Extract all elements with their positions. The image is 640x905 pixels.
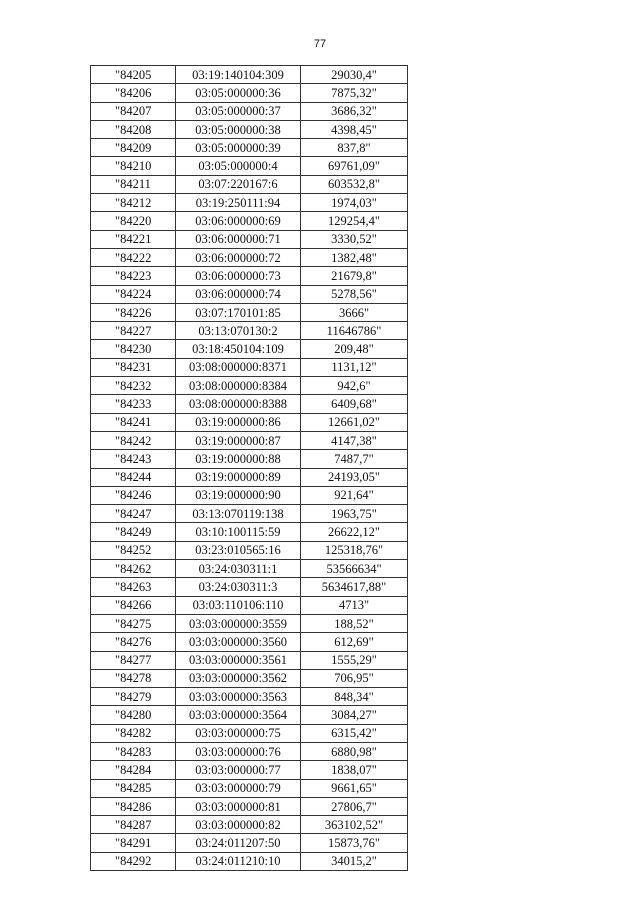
value-cell: 6315,42"	[301, 724, 408, 742]
row-code-cell: "84282	[91, 724, 176, 742]
row-code-cell: "84221	[91, 230, 176, 248]
cadastral-number-cell: 03:03:000000:3564	[176, 706, 301, 724]
value-cell: 3666"	[301, 303, 408, 321]
table-row	[91, 560, 408, 578]
value-cell: 6880,98"	[301, 742, 408, 760]
table-row	[91, 633, 408, 651]
value-cell: 27806,7"	[301, 797, 408, 815]
cadastral-number-cell: 03:05:000000:4	[176, 157, 301, 175]
cadastral-number-cell: 03:08:000000:8384	[176, 377, 301, 395]
table-row	[91, 486, 408, 504]
cadastral-number-cell: 03:24:030311:3	[176, 578, 301, 596]
table-body	[91, 66, 408, 871]
value-cell: 921,64"	[301, 486, 408, 504]
table-row	[91, 285, 408, 303]
value-cell: 5634617,88"	[301, 578, 408, 596]
cadastral-number-cell: 03:10:100115:59	[176, 523, 301, 541]
value-cell: 69761,09"	[301, 157, 408, 175]
cadastral-number-cell: 03:19:250111:94	[176, 194, 301, 212]
row-code-cell: "84252	[91, 541, 176, 559]
row-code-cell: "84285	[91, 779, 176, 797]
table-row	[91, 267, 408, 285]
table-row	[91, 102, 408, 120]
value-cell: 188,52"	[301, 614, 408, 632]
table-row	[91, 139, 408, 157]
cadastral-number-cell: 03:23:010565:16	[176, 541, 301, 559]
row-code-cell: "84287	[91, 816, 176, 834]
row-code-cell: "84246	[91, 486, 176, 504]
cadastral-number-cell: 03:19:140104:309	[176, 66, 301, 84]
table-row	[91, 505, 408, 523]
table-row	[91, 431, 408, 449]
value-cell: 129254,4"	[301, 212, 408, 230]
row-code-cell: "84223	[91, 267, 176, 285]
row-code-cell: "84292	[91, 852, 176, 870]
cadastral-number-cell: 03:13:070119:138	[176, 505, 301, 523]
value-cell: 4147,38"	[301, 431, 408, 449]
row-code-cell: "84212	[91, 194, 176, 212]
row-code-cell: "84266	[91, 596, 176, 614]
cadastral-number-cell: 03:05:000000:38	[176, 120, 301, 138]
table-row	[91, 688, 408, 706]
table-row	[91, 523, 408, 541]
table-row	[91, 395, 408, 413]
value-cell: 1131,12"	[301, 358, 408, 376]
cadastral-number-cell: 03:05:000000:39	[176, 139, 301, 157]
value-cell: 942,6"	[301, 377, 408, 395]
value-cell: 1382,48"	[301, 248, 408, 266]
value-cell: 1963,75"	[301, 505, 408, 523]
row-code-cell: "84242	[91, 431, 176, 449]
value-cell: 3686,32"	[301, 102, 408, 120]
cadastral-number-cell: 03:03:000000:3563	[176, 688, 301, 706]
value-cell: 12661,02"	[301, 413, 408, 431]
cadastral-number-cell: 03:05:000000:37	[176, 102, 301, 120]
table-row	[91, 340, 408, 358]
cadastral-number-cell: 03:08:000000:8388	[176, 395, 301, 413]
cadastral-number-cell: 03:24:030311:1	[176, 560, 301, 578]
cadastral-number-cell: 03:07:170101:85	[176, 303, 301, 321]
row-code-cell: "84276	[91, 633, 176, 651]
row-code-cell: "84249	[91, 523, 176, 541]
table-row	[91, 724, 408, 742]
cadastral-number-cell: 03:06:000000:73	[176, 267, 301, 285]
table-row	[91, 66, 408, 84]
value-cell: 363102,52"	[301, 816, 408, 834]
value-cell: 1838,07"	[301, 761, 408, 779]
row-code-cell: "84224	[91, 285, 176, 303]
row-code-cell: "84232	[91, 377, 176, 395]
value-cell: 209,48"	[301, 340, 408, 358]
table-row	[91, 175, 408, 193]
row-code-cell: "84243	[91, 450, 176, 468]
cadastral-number-cell: 03:03:000000:3559	[176, 614, 301, 632]
value-cell: 6409,68"	[301, 395, 408, 413]
row-code-cell: "84278	[91, 669, 176, 687]
table-row	[91, 468, 408, 486]
value-cell: 7875,32"	[301, 84, 408, 102]
table-row	[91, 541, 408, 559]
value-cell: 612,69"	[301, 633, 408, 651]
cadastral-number-cell: 03:24:011207:50	[176, 834, 301, 852]
cadastral-number-cell: 03:03:000000:76	[176, 742, 301, 760]
row-code-cell: "84226	[91, 303, 176, 321]
value-cell: 7487,7"	[301, 450, 408, 468]
row-code-cell: "84222	[91, 248, 176, 266]
table-row	[91, 194, 408, 212]
row-code-cell: "84277	[91, 651, 176, 669]
cadastral-number-cell: 03:24:011210:10	[176, 852, 301, 870]
row-code-cell: "84210	[91, 157, 176, 175]
cadastral-number-cell: 03:08:000000:8371	[176, 358, 301, 376]
row-code-cell: "84283	[91, 742, 176, 760]
value-cell: 5278,56"	[301, 285, 408, 303]
table-row	[91, 651, 408, 669]
table-row	[91, 797, 408, 815]
value-cell: 125318,76"	[301, 541, 408, 559]
cadastral-number-cell: 03:05:000000:36	[176, 84, 301, 102]
cadastral-number-cell: 03:19:000000:90	[176, 486, 301, 504]
page-number: 77	[313, 38, 327, 50]
table-row	[91, 413, 408, 431]
row-code-cell: "84241	[91, 413, 176, 431]
cadastral-number-cell: 03:19:000000:88	[176, 450, 301, 468]
row-code-cell: "84230	[91, 340, 176, 358]
value-cell: 15873,76"	[301, 834, 408, 852]
value-cell: 706,95"	[301, 669, 408, 687]
value-cell: 29030,4"	[301, 66, 408, 84]
row-code-cell: "84233	[91, 395, 176, 413]
table-row	[91, 303, 408, 321]
row-code-cell: "84263	[91, 578, 176, 596]
table-row	[91, 358, 408, 376]
value-cell: 1555,29"	[301, 651, 408, 669]
table-row	[91, 212, 408, 230]
table-row	[91, 248, 408, 266]
table-row	[91, 230, 408, 248]
cadastral-number-cell: 03:03:000000:77	[176, 761, 301, 779]
row-code-cell: "84206	[91, 84, 176, 102]
cadastral-number-cell: 03:18:450104:109	[176, 340, 301, 358]
cadastral-number-cell: 03:03:000000:75	[176, 724, 301, 742]
row-code-cell: "84227	[91, 322, 176, 340]
table-row	[91, 669, 408, 687]
cadastral-number-cell: 03:03:000000:79	[176, 779, 301, 797]
cadastral-number-cell: 03:19:000000:89	[176, 468, 301, 486]
value-cell: 603532,8"	[301, 175, 408, 193]
value-cell: 9661,65"	[301, 779, 408, 797]
table-row	[91, 377, 408, 395]
value-cell: 848,34"	[301, 688, 408, 706]
value-cell: 3084,27"	[301, 706, 408, 724]
value-cell: 3330,52"	[301, 230, 408, 248]
table-row	[91, 742, 408, 760]
table-row	[91, 322, 408, 340]
row-code-cell: "84275	[91, 614, 176, 632]
cadastral-number-cell: 03:13:070130:2	[176, 322, 301, 340]
value-cell: 4713"	[301, 596, 408, 614]
table-row	[91, 761, 408, 779]
row-code-cell: "84247	[91, 505, 176, 523]
row-code-cell: "84211	[91, 175, 176, 193]
table-row	[91, 578, 408, 596]
cadastral-number-cell: 03:06:000000:74	[176, 285, 301, 303]
cadastral-number-cell: 03:07:220167:6	[176, 175, 301, 193]
cadastral-number-cell: 03:19:000000:86	[176, 413, 301, 431]
cadastral-number-cell: 03:06:000000:72	[176, 248, 301, 266]
cadastral-number-cell: 03:03:110106:110	[176, 596, 301, 614]
cadastral-number-cell: 03:06:000000:71	[176, 230, 301, 248]
value-cell: 4398,45"	[301, 120, 408, 138]
row-code-cell: "84208	[91, 120, 176, 138]
row-code-cell: "84231	[91, 358, 176, 376]
cadastral-number-cell: 03:03:000000:81	[176, 797, 301, 815]
table-row	[91, 706, 408, 724]
data-table	[90, 65, 408, 871]
value-cell: 53566634"	[301, 560, 408, 578]
row-code-cell: "84262	[91, 560, 176, 578]
cadastral-number-cell: 03:03:000000:3562	[176, 669, 301, 687]
row-code-cell: "84244	[91, 468, 176, 486]
cadastral-number-cell: 03:19:000000:87	[176, 431, 301, 449]
value-cell: 26622,12"	[301, 523, 408, 541]
value-cell: 21679,8"	[301, 267, 408, 285]
table-row	[91, 816, 408, 834]
value-cell: 34015,2"	[301, 852, 408, 870]
value-cell: 837,8"	[301, 139, 408, 157]
row-code-cell: "84205	[91, 66, 176, 84]
row-code-cell: "84291	[91, 834, 176, 852]
table-row	[91, 450, 408, 468]
table-row	[91, 596, 408, 614]
cadastral-number-cell: 03:03:000000:82	[176, 816, 301, 834]
table-row	[91, 157, 408, 175]
row-code-cell: "84280	[91, 706, 176, 724]
table-row	[91, 614, 408, 632]
table-row	[91, 834, 408, 852]
row-code-cell: "84220	[91, 212, 176, 230]
value-cell: 24193,05"	[301, 468, 408, 486]
cadastral-number-cell: 03:06:000000:69	[176, 212, 301, 230]
value-cell: 1974,03"	[301, 194, 408, 212]
table-row	[91, 779, 408, 797]
table-row	[91, 120, 408, 138]
cadastral-number-cell: 03:03:000000:3561	[176, 651, 301, 669]
row-code-cell: "84284	[91, 761, 176, 779]
table-row	[91, 852, 408, 870]
value-cell: 11646786"	[301, 322, 408, 340]
row-code-cell: "84279	[91, 688, 176, 706]
row-code-cell: "84286	[91, 797, 176, 815]
row-code-cell: "84207	[91, 102, 176, 120]
cadastral-number-cell: 03:03:000000:3560	[176, 633, 301, 651]
row-code-cell: "84209	[91, 139, 176, 157]
table-row	[91, 84, 408, 102]
